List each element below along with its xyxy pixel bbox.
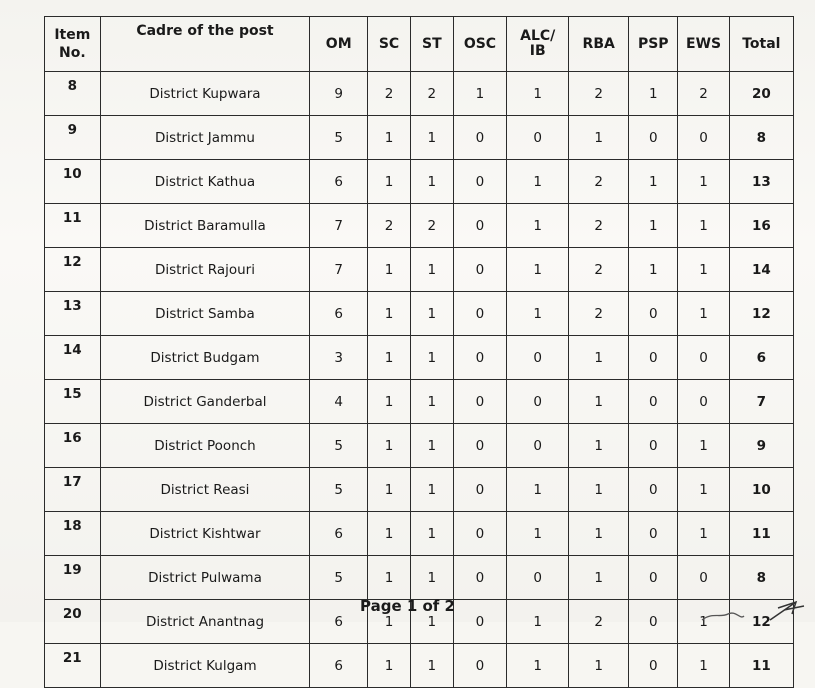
cell-om: 6 [310, 160, 368, 204]
header-alc-line1: ALC/ [520, 28, 556, 44]
cell-om: 6 [310, 600, 368, 644]
handwritten-signature-icon [700, 598, 810, 622]
cell-ews: 1 [678, 468, 729, 512]
cell-alc: 1 [507, 72, 569, 116]
cell-psp: 0 [629, 556, 678, 600]
cell-item-no: 15 [45, 380, 101, 424]
cell-cadre: District Rajouri [100, 248, 310, 292]
table-row [45, 72, 794, 116]
cell-sc: 1 [368, 644, 411, 688]
page-number: Page 1 of 2 [360, 597, 455, 615]
cell-rba: 1 [569, 468, 629, 512]
cell-alc: 0 [507, 380, 569, 424]
cell-alc: 1 [507, 292, 569, 336]
cell-sc: 1 [368, 116, 411, 160]
cell-sc: 1 [368, 600, 411, 644]
cell-om: 6 [310, 292, 368, 336]
cell-cadre: District Pulwama [100, 556, 310, 600]
cell-item-no: 18 [45, 512, 101, 556]
cell-ews: 1 [678, 644, 729, 688]
cell-cadre: District Budgam [100, 336, 310, 380]
cell-sc: 1 [368, 336, 411, 380]
cell-osc: 0 [453, 248, 507, 292]
cell-ews: 2 [678, 72, 729, 116]
cell-cadre: District Kathua [100, 160, 310, 204]
table-row [45, 512, 794, 556]
cell-alc: 0 [507, 116, 569, 160]
cell-ews: 1 [678, 600, 729, 644]
cell-st: 2 [410, 72, 453, 116]
cell-psp: 1 [629, 248, 678, 292]
cell-sc: 1 [368, 424, 411, 468]
cell-psp: 1 [629, 72, 678, 116]
cell-osc: 0 [453, 292, 507, 336]
cell-osc: 0 [453, 336, 507, 380]
header-item-no [45, 17, 101, 72]
table-row [45, 468, 794, 512]
cell-rba: 2 [569, 160, 629, 204]
cell-rba: 1 [569, 644, 629, 688]
cell-item-no: 20 [45, 600, 101, 644]
cell-st: 1 [410, 600, 453, 644]
cell-psp: 1 [629, 160, 678, 204]
header-sc: SC [368, 17, 411, 72]
cell-om: 4 [310, 380, 368, 424]
cell-total: 11 [729, 644, 793, 688]
cell-st: 2 [410, 204, 453, 248]
cell-st: 1 [410, 380, 453, 424]
cell-total: 14 [729, 248, 793, 292]
header-alc-ib [507, 17, 569, 72]
cell-osc: 0 [453, 512, 507, 556]
cell-cadre: District Reasi [100, 468, 310, 512]
cell-ews: 1 [678, 204, 729, 248]
cell-om: 7 [310, 204, 368, 248]
cell-alc: 1 [507, 600, 569, 644]
cell-item-no: 14 [45, 336, 101, 380]
table-row [45, 116, 794, 160]
cell-psp: 0 [629, 468, 678, 512]
cell-sc: 1 [368, 468, 411, 512]
cell-psp: 0 [629, 600, 678, 644]
cell-cadre: District Baramulla [100, 204, 310, 248]
cell-alc: 1 [507, 468, 569, 512]
cell-om: 6 [310, 644, 368, 688]
cell-alc: 1 [507, 644, 569, 688]
cell-psp: 0 [629, 424, 678, 468]
cell-alc: 0 [507, 336, 569, 380]
cell-item-no: 12 [45, 248, 101, 292]
cell-sc: 2 [368, 204, 411, 248]
cell-item-no: 8 [45, 72, 101, 116]
cell-psp: 0 [629, 512, 678, 556]
cell-osc: 0 [453, 468, 507, 512]
cell-total: 12 [729, 292, 793, 336]
cell-cadre: District Poonch [100, 424, 310, 468]
header-om: OM [310, 17, 368, 72]
cell-ews: 1 [678, 160, 729, 204]
cell-rba: 1 [569, 380, 629, 424]
cell-psp: 0 [629, 644, 678, 688]
header-ews: EWS [678, 17, 729, 72]
cell-alc: 0 [507, 556, 569, 600]
cell-alc: 1 [507, 204, 569, 248]
cell-st: 1 [410, 336, 453, 380]
cell-ews: 1 [678, 424, 729, 468]
cell-item-no: 19 [45, 556, 101, 600]
table-row [45, 424, 794, 468]
cell-osc: 0 [453, 600, 507, 644]
table-row [45, 644, 794, 688]
header-cadre: Cadre of the post [100, 17, 310, 72]
cell-total: 20 [729, 72, 793, 116]
cell-total: 10 [729, 468, 793, 512]
table-row [45, 248, 794, 292]
cell-rba: 1 [569, 116, 629, 160]
cell-cadre: District Jammu [100, 116, 310, 160]
cell-sc: 1 [368, 292, 411, 336]
cell-cadre: District Anantnag [100, 600, 310, 644]
cell-total: 8 [729, 116, 793, 160]
cell-item-no: 11 [45, 204, 101, 248]
cell-alc: 1 [507, 160, 569, 204]
cell-om: 6 [310, 512, 368, 556]
cell-osc: 0 [453, 380, 507, 424]
cell-item-no: 10 [45, 160, 101, 204]
cell-total: 11 [729, 512, 793, 556]
cell-sc: 1 [368, 380, 411, 424]
cell-item-no: 16 [45, 424, 101, 468]
cell-sc: 2 [368, 72, 411, 116]
header-rba: RBA [569, 17, 629, 72]
cell-ews: 1 [678, 248, 729, 292]
cell-ews: 1 [678, 292, 729, 336]
cell-psp: 0 [629, 336, 678, 380]
posts-table [44, 16, 794, 688]
cell-cadre: District Kishtwar [100, 512, 310, 556]
cell-rba: 1 [569, 336, 629, 380]
cell-total: 13 [729, 160, 793, 204]
cell-osc: 0 [453, 644, 507, 688]
table-row [45, 160, 794, 204]
cell-rba: 2 [569, 204, 629, 248]
cell-om: 9 [310, 72, 368, 116]
cell-rba: 1 [569, 424, 629, 468]
cell-cadre: District Samba [100, 292, 310, 336]
cell-total: 9 [729, 424, 793, 468]
table-row [45, 556, 794, 600]
cell-om: 5 [310, 556, 368, 600]
cell-sc: 1 [368, 556, 411, 600]
cell-om: 5 [310, 116, 368, 160]
header-total: Total [729, 17, 793, 72]
cell-osc: 0 [453, 424, 507, 468]
table-row [45, 380, 794, 424]
cell-st: 1 [410, 512, 453, 556]
cell-osc: 0 [453, 556, 507, 600]
cell-osc: 1 [453, 72, 507, 116]
cell-ews: 0 [678, 556, 729, 600]
cell-item-no: 17 [45, 468, 101, 512]
header-item-line2: No. [58, 45, 86, 61]
table-row [45, 204, 794, 248]
cell-om: 3 [310, 336, 368, 380]
cell-total: 8 [729, 556, 793, 600]
cell-om: 5 [310, 424, 368, 468]
cell-om: 5 [310, 468, 368, 512]
cell-psp: 0 [629, 380, 678, 424]
cell-ews: 1 [678, 512, 729, 556]
cell-psp: 0 [629, 292, 678, 336]
cell-total: 7 [729, 380, 793, 424]
cell-rba: 1 [569, 556, 629, 600]
cell-cadre: District Ganderbal [100, 380, 310, 424]
header-osc: OSC [453, 17, 507, 72]
cell-rba: 2 [569, 292, 629, 336]
cell-rba: 2 [569, 600, 629, 644]
cell-total: 16 [729, 204, 793, 248]
cell-osc: 0 [453, 116, 507, 160]
cell-st: 1 [410, 644, 453, 688]
cell-cadre: District Kupwara [100, 72, 310, 116]
cell-psp: 0 [629, 116, 678, 160]
cell-st: 1 [410, 556, 453, 600]
cell-st: 1 [410, 116, 453, 160]
cell-item-no: 13 [45, 292, 101, 336]
cell-alc: 1 [507, 248, 569, 292]
table-row [45, 336, 794, 380]
header-psp: PSP [629, 17, 678, 72]
header-alc-line2: IB [529, 43, 546, 59]
cell-rba: 2 [569, 248, 629, 292]
table-body [45, 72, 794, 688]
cell-item-no: 9 [45, 116, 101, 160]
cell-ews: 0 [678, 380, 729, 424]
cell-rba: 2 [569, 72, 629, 116]
header-st: ST [410, 17, 453, 72]
cell-rba: 1 [569, 512, 629, 556]
cell-ews: 0 [678, 116, 729, 160]
cell-total: 12 [729, 600, 793, 644]
table-header-row [45, 17, 794, 72]
cell-osc: 0 [453, 204, 507, 248]
cell-st: 1 [410, 424, 453, 468]
cell-st: 1 [410, 160, 453, 204]
cell-item-no: 21 [45, 644, 101, 688]
cell-osc: 0 [453, 160, 507, 204]
cell-alc: 0 [507, 424, 569, 468]
cell-sc: 1 [368, 160, 411, 204]
cell-total: 6 [729, 336, 793, 380]
cell-st: 1 [410, 292, 453, 336]
cell-st: 1 [410, 248, 453, 292]
cell-alc: 1 [507, 512, 569, 556]
cell-st: 1 [410, 468, 453, 512]
cell-psp: 1 [629, 204, 678, 248]
table-row [45, 292, 794, 336]
cell-cadre: District Kulgam [100, 644, 310, 688]
header-item-line1: Item [54, 27, 91, 43]
cell-ews: 0 [678, 336, 729, 380]
cell-sc: 1 [368, 248, 411, 292]
cell-sc: 1 [368, 512, 411, 556]
cell-om: 7 [310, 248, 368, 292]
